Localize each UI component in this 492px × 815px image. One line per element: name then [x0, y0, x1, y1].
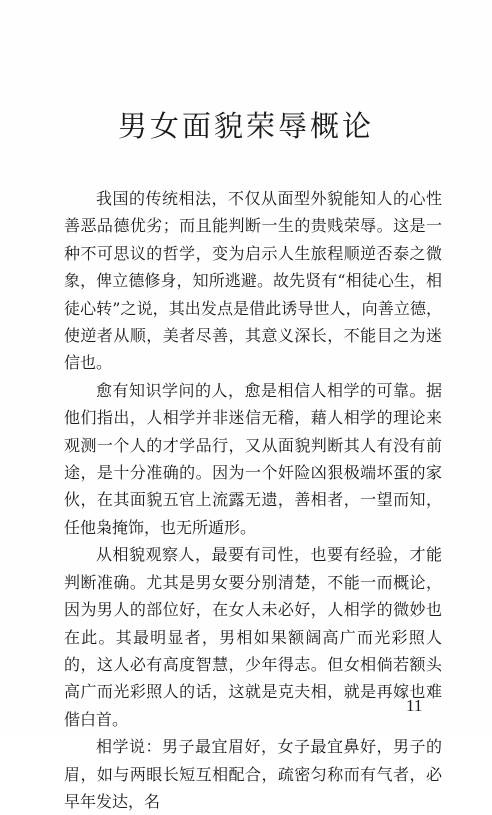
paragraph-4: 相学说：男子最宜眉好，女子最宜鼻好，男子的眉，如与两眼长短互相配合，疏密匀称而有气者，必早年发达，名: [64, 737, 442, 811]
paragraph-3: 从相貌观察人，最要有司性，也要有经验，才能判断准确。尤其是男女要分别清楚，不能一而概论，因为男人的部位好，在女人未必好，人相学的微妙也在此。其最明显者，男相如果额阔高广而光彩照人的，这人必有高度智慧，少年得志。但女相倘若额头高广而光彩照人的话，这就是克夫相，就是再嫁也难偕白首。: [64, 545, 442, 729]
page-number: 11: [406, 696, 423, 715]
paragraph-1: 我国的传统相法，不仅从面型外貌能知人的心性善恶品德优劣；而且能判断一生的贵贱荣辱。这是一种不可思议的哲学，变为启示人生旅程顺逆否泰之微象，俾立德修身，知所逃避。故先贤有“相徒心生，相徒心转”之说，其出发点是借此诱导世人，向善立德，使逆者从顺，美者尽善，其意义深长，不能目之为迷信也。: [64, 189, 442, 373]
paragraph-2: 愈有知识学问的人，愈是相信人相学的可靠。据他们指出，人相学并非迷信无稽，藉人相学的理论来观测一个人的才学品行，又从面貌判断其人有没有前途，是十分准确的。因为一个奸险凶狠极端坏蛋的家伙，在其面貌五官上流露无遗，善相者，一望而知，任他枭掩饰，也无所遁形。: [64, 380, 442, 537]
chapter-title: 男女面貌荣辱概论: [117, 109, 374, 143]
body-text: [64, 185, 442, 815]
